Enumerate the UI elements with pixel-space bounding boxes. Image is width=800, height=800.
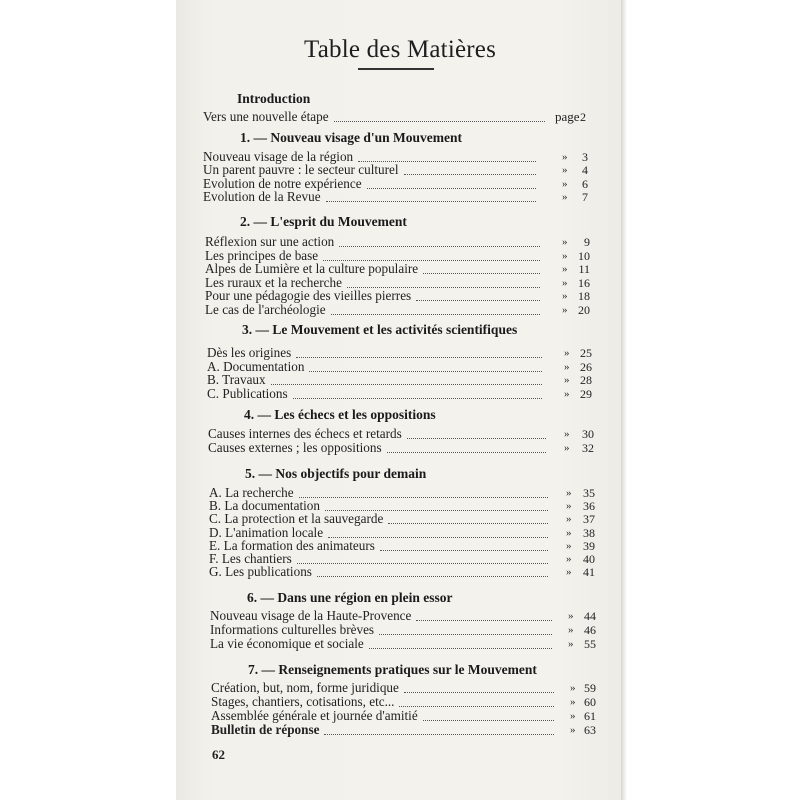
page-reference: 32	[582, 441, 594, 455]
toc-entry	[211, 709, 608, 723]
toc-entry	[211, 723, 608, 737]
page-reference: 29	[580, 386, 592, 401]
toc-entry	[210, 609, 608, 623]
dot-leader	[271, 382, 542, 385]
title-underline	[358, 68, 434, 70]
page-reference: 59	[584, 681, 596, 695]
dot-leader	[297, 561, 548, 564]
page-marker: »	[566, 513, 572, 526]
page-reference: 46	[584, 623, 596, 637]
toc-entry	[210, 637, 608, 651]
page-reference: 26	[580, 359, 592, 374]
page-reference: 11	[578, 262, 590, 277]
toc-entry-label: Stages, chantiers, cotisations, etc...	[211, 694, 395, 709]
dot-leader	[399, 704, 554, 707]
page-marker: »	[562, 177, 568, 190]
page-marker: »	[570, 710, 576, 722]
toc-entry	[208, 441, 606, 455]
dot-leader	[404, 690, 554, 693]
page-marker: »	[570, 682, 576, 694]
section-heading: 7. — Renseignements pratiques sur le Mouvement	[248, 662, 537, 677]
dot-leader	[296, 355, 542, 358]
page-marker: »	[566, 553, 572, 565]
toc-entry-label: G. Les publications	[209, 564, 312, 580]
page-marker: »	[566, 566, 572, 579]
page-reference: 4	[582, 163, 588, 178]
toc-entry-label: Réflexion sur une action	[205, 234, 335, 249]
page-marker: »	[566, 500, 572, 513]
page-reference: 10	[578, 248, 590, 263]
page-marker: »	[564, 442, 570, 454]
dot-leader	[388, 521, 548, 524]
page-marker: »	[568, 610, 574, 622]
toc-entry-label: B. Travaux	[207, 372, 266, 387]
toc-entry-label: D. L'animation locale	[209, 524, 324, 540]
toc-entry	[205, 235, 602, 249]
page-reference: 28	[580, 373, 592, 387]
toc-entry	[211, 695, 608, 709]
page-marker: page	[555, 109, 580, 124]
toc-entry	[207, 346, 604, 360]
page-reference: 37	[583, 512, 595, 527]
page-marker: »	[562, 164, 568, 177]
toc-entry	[207, 360, 604, 374]
page-marker: »	[570, 724, 576, 736]
page-reference: 55	[584, 637, 596, 651]
toc-entry-label: A. La recherche	[209, 485, 294, 500]
page-reference: 60	[584, 695, 596, 709]
page-marker: »	[568, 624, 574, 636]
page-marker: »	[570, 696, 576, 708]
toc-entry-label: Bulletin de réponse	[211, 722, 320, 737]
page-reference: 16	[578, 275, 590, 290]
toc-entry	[209, 565, 607, 579]
toc-entry-label: Un parent pauvre : le secteur culturel	[203, 162, 399, 178]
dot-leader	[326, 199, 536, 202]
page-marker: »	[564, 387, 570, 400]
dot-leader	[299, 495, 548, 498]
page-marker: »	[562, 290, 568, 303]
page-reference: 40	[583, 552, 595, 566]
toc-entry-label: Nouveau visage de la région	[203, 149, 354, 164]
dot-leader	[387, 450, 546, 453]
section-heading: 4. — Les échecs et les oppositions	[244, 407, 436, 422]
page-reference: 63	[584, 723, 596, 737]
toc-entry-label: C. Publications	[207, 385, 288, 401]
book-page	[176, 0, 624, 800]
dot-leader	[334, 119, 545, 122]
dot-leader	[331, 312, 540, 315]
toc-entry-label: C. La protection et la sauvegarde	[209, 511, 384, 527]
page-reference: 20	[578, 303, 590, 317]
page-marker: »	[566, 539, 572, 552]
toc-entry-label: Nouveau visage de la Haute-Provence	[210, 608, 412, 623]
toc-entry	[203, 190, 600, 204]
page-title: Table des Matières	[303, 36, 497, 63]
toc-entry-label: E. La formation des animateurs	[209, 537, 375, 553]
section-heading: 1. — Nouveau visage d'un Mouvement	[240, 130, 463, 145]
dot-leader	[404, 172, 536, 175]
toc-entry-label: La vie économique et sociale	[210, 636, 364, 651]
page-reference: 18	[578, 289, 590, 304]
toc-entry-label: Causes internes des échecs et retards	[208, 426, 402, 441]
page-reference: 35	[583, 486, 595, 500]
dot-leader	[423, 718, 554, 721]
dot-leader	[380, 548, 548, 551]
toc-entry-label: Les principes de base	[205, 247, 319, 263]
page-reference: 44	[584, 609, 596, 623]
dot-leader	[367, 186, 536, 189]
toc-entry-label: F. Les chantiers	[209, 551, 292, 566]
page-marker: »	[566, 526, 572, 539]
section-heading: Introduction	[237, 91, 311, 106]
page-reference: 7	[582, 189, 588, 204]
page-marker: »	[564, 374, 570, 386]
toc-entry	[211, 681, 608, 695]
toc-entry-label: B. La documentation	[209, 498, 320, 514]
page-marker: »	[562, 304, 568, 316]
page-reference: 38	[583, 525, 595, 540]
toc-entry	[207, 387, 604, 401]
toc-entry-label: Les ruraux et la recherche	[205, 274, 342, 290]
dot-leader	[379, 632, 552, 635]
toc-entry	[208, 427, 606, 441]
dot-leader	[293, 396, 542, 399]
dot-leader	[323, 258, 540, 261]
page-marker: »	[564, 428, 570, 440]
page-reference: 3	[582, 150, 588, 164]
dot-leader	[324, 732, 554, 735]
page-marker: »	[562, 263, 568, 276]
toc-entry-label: Informations culturelles brèves	[210, 622, 375, 637]
page-marker: »	[564, 347, 570, 359]
page-reference: 6	[582, 176, 588, 191]
dot-leader	[347, 285, 540, 288]
section-heading: 2. — L'esprit du Mouvement	[240, 214, 407, 229]
page-reference: 61	[584, 709, 596, 723]
page-marker: »	[562, 249, 568, 262]
section-heading: 3. — Le Mouvement et les activités scientifiques	[242, 322, 518, 337]
page-marker: »	[562, 276, 568, 289]
page-number: 62	[212, 747, 225, 762]
toc-entry-label: A. Documentation	[207, 358, 305, 374]
dot-leader	[309, 369, 542, 372]
page-marker: »	[568, 638, 574, 650]
section-heading: 6. — Dans une région en plein essor	[247, 590, 453, 605]
toc-entry	[207, 373, 604, 387]
toc-entry	[203, 110, 598, 124]
toc-entry-label: Vers une nouvelle étape	[203, 109, 329, 124]
toc-entry	[205, 303, 602, 317]
page-reference: 30	[582, 427, 594, 441]
toc-entry-label: Evolution de notre expérience	[203, 175, 362, 191]
dot-leader	[416, 298, 540, 301]
page-marker: »	[562, 190, 568, 203]
page-reference: 41	[583, 565, 595, 580]
toc-entry-label: Assemblée générale et journée d'amitié	[211, 708, 418, 723]
page-reference: 39	[583, 538, 595, 553]
toc-entry-label: Dès les origines	[207, 345, 292, 360]
page-reference: 2	[580, 110, 586, 124]
toc-entry-label: Alpes de Lumière et la culture populaire	[205, 261, 419, 277]
toc-entry-label: Le cas de l'archéologie	[205, 302, 326, 317]
dot-leader	[407, 436, 546, 439]
dot-leader	[416, 618, 552, 621]
page-reference: 9	[584, 235, 590, 249]
page-edge-shadow	[621, 0, 627, 800]
section-heading: 5. — Nos objectifs pour demain	[245, 466, 427, 481]
dot-leader	[339, 244, 540, 247]
page-reference: 36	[583, 499, 595, 514]
dot-leader	[317, 574, 548, 577]
page-marker: »	[564, 360, 570, 373]
toc-entry-label: Création, but, nom, forme juridique	[211, 680, 399, 695]
toc-entry-label: Causes externes ; les oppositions	[208, 440, 382, 455]
dot-leader	[423, 271, 540, 274]
page-marker: »	[562, 151, 568, 163]
page-marker: »	[562, 236, 568, 248]
dot-leader	[369, 646, 552, 649]
page-marker: »	[566, 487, 572, 499]
toc-entry-label: Evolution de la Revue	[203, 188, 321, 204]
page-reference: 25	[580, 346, 592, 360]
toc-entry-label: Pour une pédagogie des vieilles pierres	[205, 288, 412, 304]
toc-entry	[210, 623, 608, 637]
